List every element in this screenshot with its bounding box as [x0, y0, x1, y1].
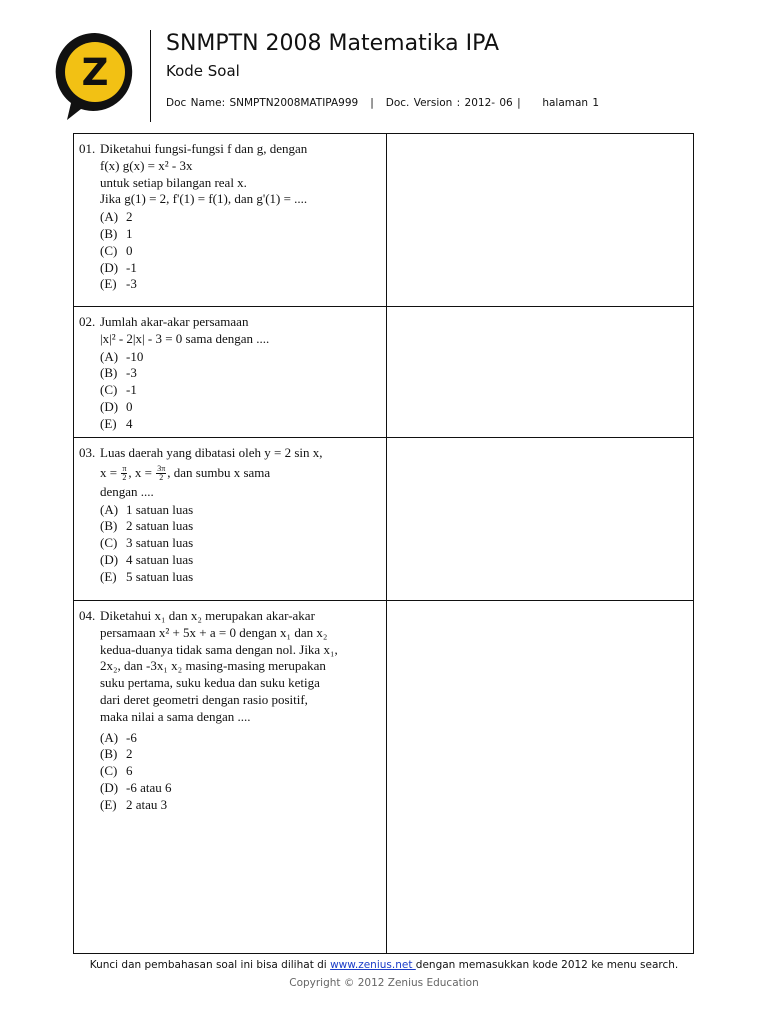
option-text: 1 satuan luas: [126, 501, 194, 517]
question-number: 02.: [79, 314, 96, 329]
option-text: 4: [126, 415, 133, 431]
option-label: (E): [100, 568, 117, 584]
option-label: (B): [100, 746, 118, 762]
option-text: -1: [126, 259, 137, 275]
doc-version: Doc. Version : 2012- 06 |: [385, 97, 521, 109]
footer-note: [0, 959, 768, 971]
option-text: 0: [126, 242, 133, 258]
option-a: [100, 209, 379, 226]
option-d: [100, 780, 379, 797]
option-text: 2: [126, 209, 133, 225]
option-label: (E): [100, 276, 117, 292]
fraction-pi-over-2: [121, 465, 127, 482]
option-e: [100, 797, 379, 814]
question-number: 03.: [79, 445, 96, 460]
question-line: Diketahui x₁ dan x₂ merupakan akar-akar: [100, 608, 315, 623]
question-line: f(x) g(x) = x² - 3x: [100, 157, 193, 173]
question-line: suku pertama, suku kedua dan suku ketiga: [100, 675, 320, 691]
option-label: (D): [100, 398, 119, 414]
option-b: [100, 365, 379, 382]
option-text: 1: [126, 225, 133, 241]
footer-note-after: dengan memasukkan kode 2012 ke menu search.: [415, 959, 679, 971]
option-b: [100, 518, 379, 535]
option-label: (E): [100, 415, 117, 431]
option-d: [100, 260, 379, 277]
option-label: (B): [100, 225, 118, 241]
question-text: [100, 314, 269, 348]
question-text: [100, 141, 307, 208]
option-text: 2 atau 3: [126, 796, 168, 812]
question-2: [79, 314, 379, 433]
question-line: 2x₂, dan -3x₁ x₂ masing-masing merupakan: [100, 658, 326, 674]
option-text: 2: [126, 746, 133, 762]
zenius-logo: [52, 30, 138, 122]
fraction-3pi-over-2: [156, 465, 166, 482]
question-row-1: [74, 134, 693, 307]
option-label: (A): [100, 729, 119, 745]
logo-letter: Z: [81, 51, 109, 94]
copyright: Copyright © 2012 Zenius Education: [289, 977, 479, 989]
option-e: [100, 416, 379, 433]
question-row-2: [74, 307, 693, 438]
question-row-4: [74, 601, 693, 953]
option-c: [100, 535, 379, 552]
option-list: [79, 502, 379, 586]
question-line: Jumlah akar-akar persamaan: [100, 314, 249, 329]
question-line: untuk setiap bilangan real x.: [100, 174, 247, 190]
option-list: [79, 730, 379, 814]
question-line: dengan ....: [100, 483, 154, 499]
option-label: (E): [100, 796, 117, 812]
zenius-link[interactable]: www.zenius.net: [330, 959, 416, 971]
fraction-denominator: 2: [159, 473, 164, 483]
question-line: kedua-duanya tidak sama dengan nol. Jika x₁,: [100, 641, 338, 657]
option-label: (B): [100, 518, 118, 534]
footer-note-before: Kunci dan pembahasan soal ini bisa dilihat di: [89, 959, 331, 971]
question-3: [79, 445, 379, 586]
option-c: [100, 763, 379, 780]
option-text: -10: [126, 348, 144, 364]
question-line: Jika g(1) = 2, f'(1) = f(1), dan g'(1) = ....: [100, 191, 308, 207]
doc-info: [166, 97, 599, 109]
question-line: persamaan x² + 5x + a = 0 dengan x₁ dan x₂: [100, 624, 328, 640]
question-row-3: [74, 438, 693, 601]
option-text: -6: [126, 729, 137, 745]
option-text: 4 satuan luas: [126, 551, 194, 567]
option-label: (B): [100, 365, 118, 381]
question-number: 01.: [79, 141, 96, 156]
page-number: halaman 1: [542, 97, 600, 109]
fraction-numerator: 3π: [157, 464, 166, 474]
question-1: [79, 141, 379, 293]
question-table: [73, 133, 694, 954]
fraction-denominator: 2: [122, 473, 127, 483]
option-a: [100, 349, 379, 366]
question-number: 04.: [79, 608, 96, 623]
question-4: [79, 608, 379, 814]
option-label: (C): [100, 763, 118, 779]
header-divider: [150, 30, 151, 122]
math-text: x =: [100, 464, 118, 480]
question-line-fractions: [100, 462, 323, 484]
option-a: [100, 730, 379, 747]
math-text: , x =: [128, 464, 152, 480]
option-list: [79, 209, 379, 293]
option-label: (A): [100, 348, 119, 364]
fraction-numerator: π: [122, 464, 127, 474]
option-list: [79, 349, 379, 433]
option-label: (D): [100, 779, 119, 795]
math-text: , dan sumbu x sama: [167, 464, 271, 480]
option-text: 3 satuan luas: [126, 535, 194, 551]
option-b: [100, 746, 379, 763]
page-subtitle: Kode Soal: [166, 62, 240, 80]
option-text: 5 satuan luas: [126, 568, 194, 584]
question-line: dari deret geometri dengan rasio positif,: [100, 691, 308, 707]
question-line: Luas daerah yang dibatasi oleh y = 2 sin x,: [100, 445, 323, 460]
option-text: -3: [126, 365, 137, 381]
option-c: [100, 243, 379, 260]
doc-info-separator: |: [370, 97, 374, 109]
option-text: 0: [126, 398, 133, 414]
option-text: -3: [126, 276, 137, 292]
option-d: [100, 399, 379, 416]
option-e: [100, 569, 379, 586]
option-label: (D): [100, 259, 119, 275]
question-line: maka nilai a sama dengan ....: [100, 708, 251, 724]
option-text: 2 satuan luas: [126, 518, 194, 534]
option-label: (D): [100, 551, 119, 567]
page-title: SNMPTN 2008 Matematika IPA: [166, 31, 500, 56]
option-text: -6 atau 6: [126, 779, 172, 795]
option-label: (C): [100, 382, 118, 398]
option-c: [100, 382, 379, 399]
option-label: (A): [100, 501, 119, 517]
option-d: [100, 552, 379, 569]
option-text: 6: [126, 763, 133, 779]
question-text: [100, 608, 338, 726]
option-label: (C): [100, 535, 118, 551]
option-a: [100, 502, 379, 519]
option-b: [100, 226, 379, 243]
option-label: (A): [100, 209, 119, 225]
option-text: -1: [126, 382, 137, 398]
option-e: [100, 276, 379, 293]
option-label: (C): [100, 242, 118, 258]
question-text: [100, 445, 323, 501]
question-line: Diketahui fungsi-fungsi f dan g, dengan: [100, 141, 308, 156]
doc-name: Doc Name: SNMPTN2008MATIPA999: [166, 97, 359, 109]
question-line: |x|² - 2|x| - 3 = 0 sama dengan ....: [100, 330, 270, 346]
